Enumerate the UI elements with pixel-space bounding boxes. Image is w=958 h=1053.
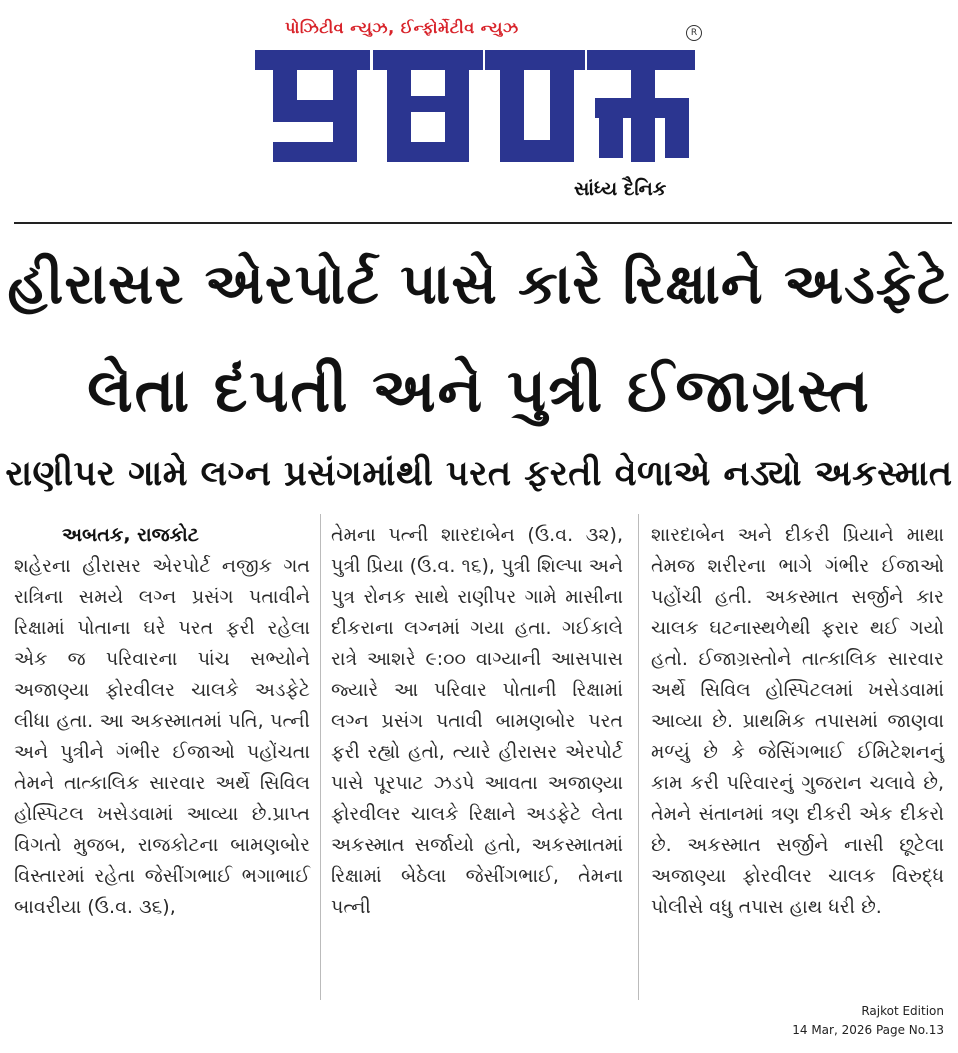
article-column-3 [651,520,944,923]
registered-trademark-icon: R [686,25,702,41]
column-divider [638,514,639,1000]
masthead-tagline: પોઝિટીવ ન્યુઝ, ઈન્ફોર્મેટીવ ન્યુઝ [285,18,519,37]
newspaper-logo [255,40,695,170]
masthead-sandhya-dainik: સાંધ્ય દૈનિક [574,178,667,200]
subheadline: રાણીપર ગામે લગ્ન પ્રસંગમાંથી પરત ફરતી વેળાએ નડ્યો અકસ્માત [5,454,953,494]
article-column-1 [14,520,310,923]
column-divider [320,514,321,1000]
headline-line-2: લેતા દંપતી અને પુત્રી ઈજાગ્રસ્ત [87,356,871,426]
masthead-divider [14,222,952,224]
column-3-text: શારદાબેન અને દીકરી પ્રિયાને માથા તેમજ શરીરના ભાગે ગંભીર ઈજાઓ પહોંચી હતી. અકસ્માત સર્જીને કાર ચાલક ઘટનાસ્થળેથી ફરાર થઈ ગયો હતો. ઈજાગ્રસ્તોને તાત્કાલિક સારવાર અર્થે સિવિલ હોસ્પિટલમાં ખસેડવામાં આવ્યા છે. પ્રાથમિક તપાસમાં જાણવા મળ્યું છે કે જેસિંગભાઈ ઈમિટેશનનું કામ કરી પરિવારનું ગુજરાન ચલાવે છે, તેમને સંતાનમાં ત્રણ દીકરી એક દીકરો છે. અકસ્માત સર્જીને નાસી છૂટેલા અજાણ્યા ફોરવીલર ચાલક વિરુદ્ધ પોલીસે વધુ તપાસ હાથ ધરી છે. [651,524,944,918]
edition-info [792,1002,944,1040]
column-1-text: શહેરના હીરાસર એરપોર્ટ નજીક ગત રાત્રિના સમયે લગ્ન પ્રસંગ પતાવીને રિક્ષામાં પોતાના ઘરે પરત ફરી રહેલા એક જ પરિવારના પાંચ સભ્યોને અજાણ્યા ફોરવીલર ચાલકે અડફેટે લીધા હતા. આ અકસ્માતમાં પતિ, પત્ની અને પુત્રીને ગંભીર ઈજાઓ પહોંચતા તેમને તાત્કાલિક સારવાર અર્થે સિવિલ હોસ્પિટલ ખસેડવામાં આવ્યા છે.પ્રાપ્ત વિગતો મુજબ, રાજકોટના બામણબોર વિસ્તારમાં રહેતા જેસીંગભાઈ ભગાભાઈ બાવરીયા (ઉ.વ. ૩૬), [14,555,310,918]
edition-date-page: 14 Mar, 2026 Page No.13 [792,1023,944,1037]
dateline: અબતક, રાજકોટ [62,524,199,546]
headline-line-1: હીરાસર એરપોર્ટ પાસે કારે રિક્ષાને અડફેટે [7,252,951,317]
article-column-2 [331,520,623,923]
masthead [0,0,958,220]
edition-name: Rajkot Edition [861,1004,944,1018]
column-2-text: તેમના પત્ની શારદાબેન (ઉ.વ. ૩૨), પુત્રી પ્રિયા (ઉ.વ. ૧૬), પુત્રી શિલ્પા અને પુત્ર રોનક સાથે રાણીપર ગામે માસીના દીકરાના લગ્નમાં ગયા હતા. ગઈકાલે રાત્રે આશરે ૯:૦૦ વાગ્યાની આસપાસ જ્યારે આ પરિવાર પોતાની રિક્ષામાં લગ્ન પ્રસંગ પતાવી બામણબોર પરત ફરી રહ્યો હતો, ત્યારે હીરાસર એરપોર્ટ પાસે પૂરપાટ ઝડપે આવતા અજાણ્યા ફોરવીલર ચાલકે રિક્ષાને અડફેટે લેતા અકસ્માત સર્જાયો હતો, અકસ્માતમાં રિક્ષામાં બેઠેલા જેસીંગભાઈ, તેમના પત્ની [331,524,623,918]
